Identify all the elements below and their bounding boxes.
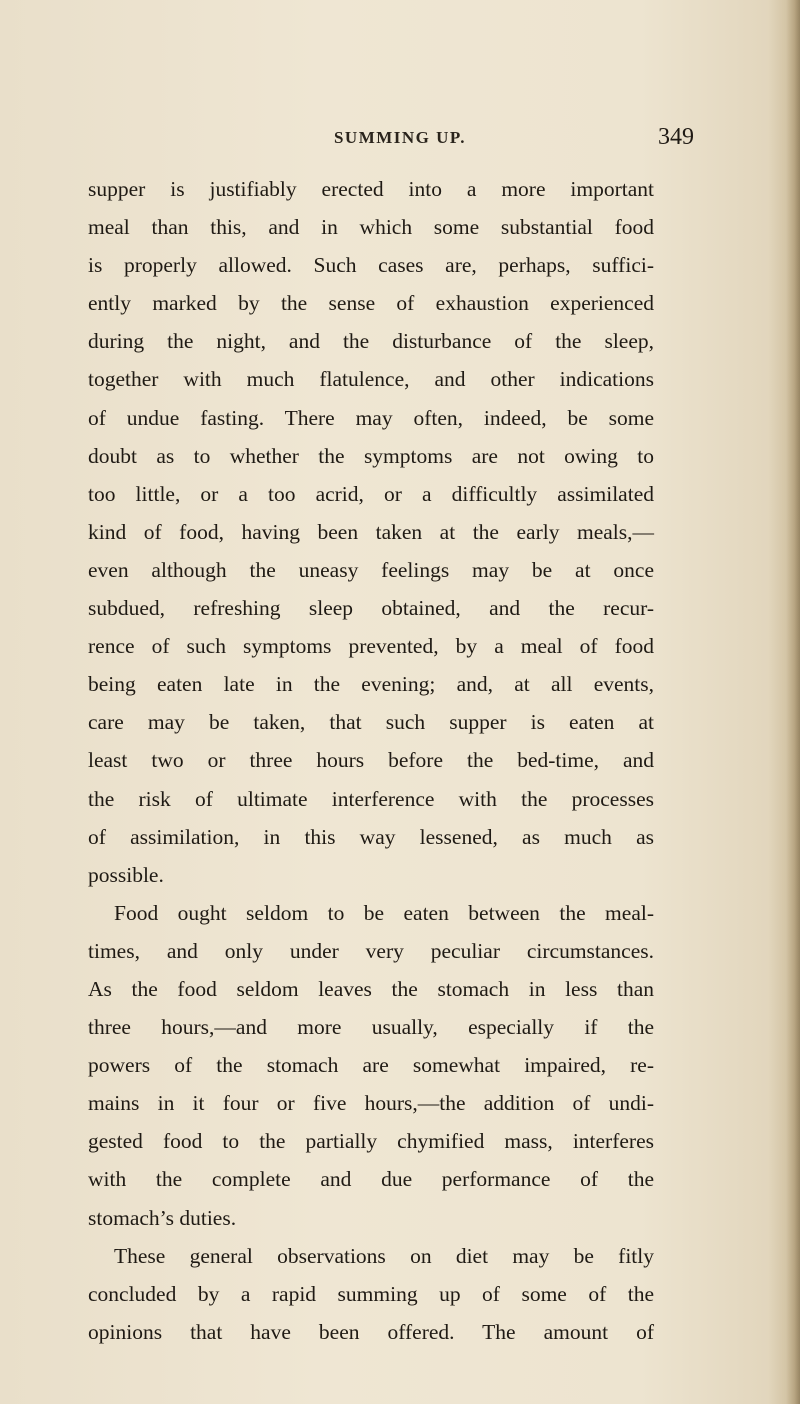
text-line: kind of food, having been taken at the early meals,— bbox=[88, 519, 654, 544]
paragraph-2 bbox=[88, 894, 654, 1237]
text-line: rence of such symptoms prevented, by a meal of food bbox=[88, 634, 654, 659]
text-line: stomach’s duties. bbox=[88, 1205, 237, 1230]
text-line: ently marked by the sense of exhaustion experienced bbox=[88, 291, 654, 316]
page-header bbox=[100, 124, 700, 158]
text-line: supper is justifiably erected into a more important bbox=[88, 177, 654, 201]
text-line: As the food seldom leaves the stomach in less than bbox=[88, 976, 654, 1001]
page-number: 349 bbox=[658, 124, 694, 150]
text-line: These general observations on diet may be fitly bbox=[114, 1243, 654, 1268]
text-line: gested food to the partially chymified mass, interferes bbox=[88, 1129, 654, 1154]
text-line: of assimilation, in this way lessened, as much as bbox=[88, 824, 654, 849]
text-line: opinions that have been offered. The amount of bbox=[88, 1319, 654, 1344]
text-line: concluded by a rapid summing up of some of the bbox=[88, 1281, 654, 1306]
page-edge-shadow bbox=[786, 0, 800, 1404]
text-line: with the complete and due performance of the bbox=[88, 1167, 654, 1192]
paragraph-1 bbox=[88, 170, 654, 894]
text-line: doubt as to whether the symptoms are not owing to bbox=[88, 443, 654, 468]
text-line: during the night, and the disturbance of the sleep, bbox=[88, 329, 654, 354]
text-line: care may be taken, that such supper is eaten at bbox=[88, 710, 654, 735]
text-line: mains in it four or five hours,—the addition of undi- bbox=[88, 1091, 654, 1116]
text-line: least two or three hours before the bed-time, and bbox=[88, 748, 654, 773]
paragraph-3 bbox=[88, 1237, 654, 1351]
text-line: times, and only under very peculiar circumstances. bbox=[88, 938, 654, 963]
text-line: powers of the stomach are somewhat impaired, re- bbox=[88, 1053, 654, 1078]
text-line: three hours,—and more usually, especially if the bbox=[88, 1015, 654, 1040]
text-line: Food ought seldom to be eaten between the meal- bbox=[114, 900, 654, 925]
text-line: being eaten late in the evening; and, at all events, bbox=[88, 672, 654, 697]
text-line: together with much flatulence, and other indications bbox=[88, 367, 654, 392]
page-body bbox=[88, 170, 654, 1351]
text-line: meal than this, and in which some substantial food bbox=[88, 215, 654, 240]
text-line: even although the uneasy feelings may be at once bbox=[88, 557, 654, 582]
running-head: SUMMING UP. bbox=[333, 128, 467, 147]
text-line: subdued, refreshing sleep obtained, and the recur- bbox=[88, 596, 654, 621]
text-line: too little, or a too acrid, or a difficultly assimilated bbox=[88, 481, 654, 506]
text-line: the risk of ultimate interference with the processes bbox=[88, 786, 654, 811]
text-line: possible. bbox=[88, 862, 164, 887]
text-line: of undue fasting. There may often, indeed, be some bbox=[88, 405, 654, 430]
text-line: is properly allowed. Such cases are, perhaps, suffici- bbox=[88, 253, 654, 278]
